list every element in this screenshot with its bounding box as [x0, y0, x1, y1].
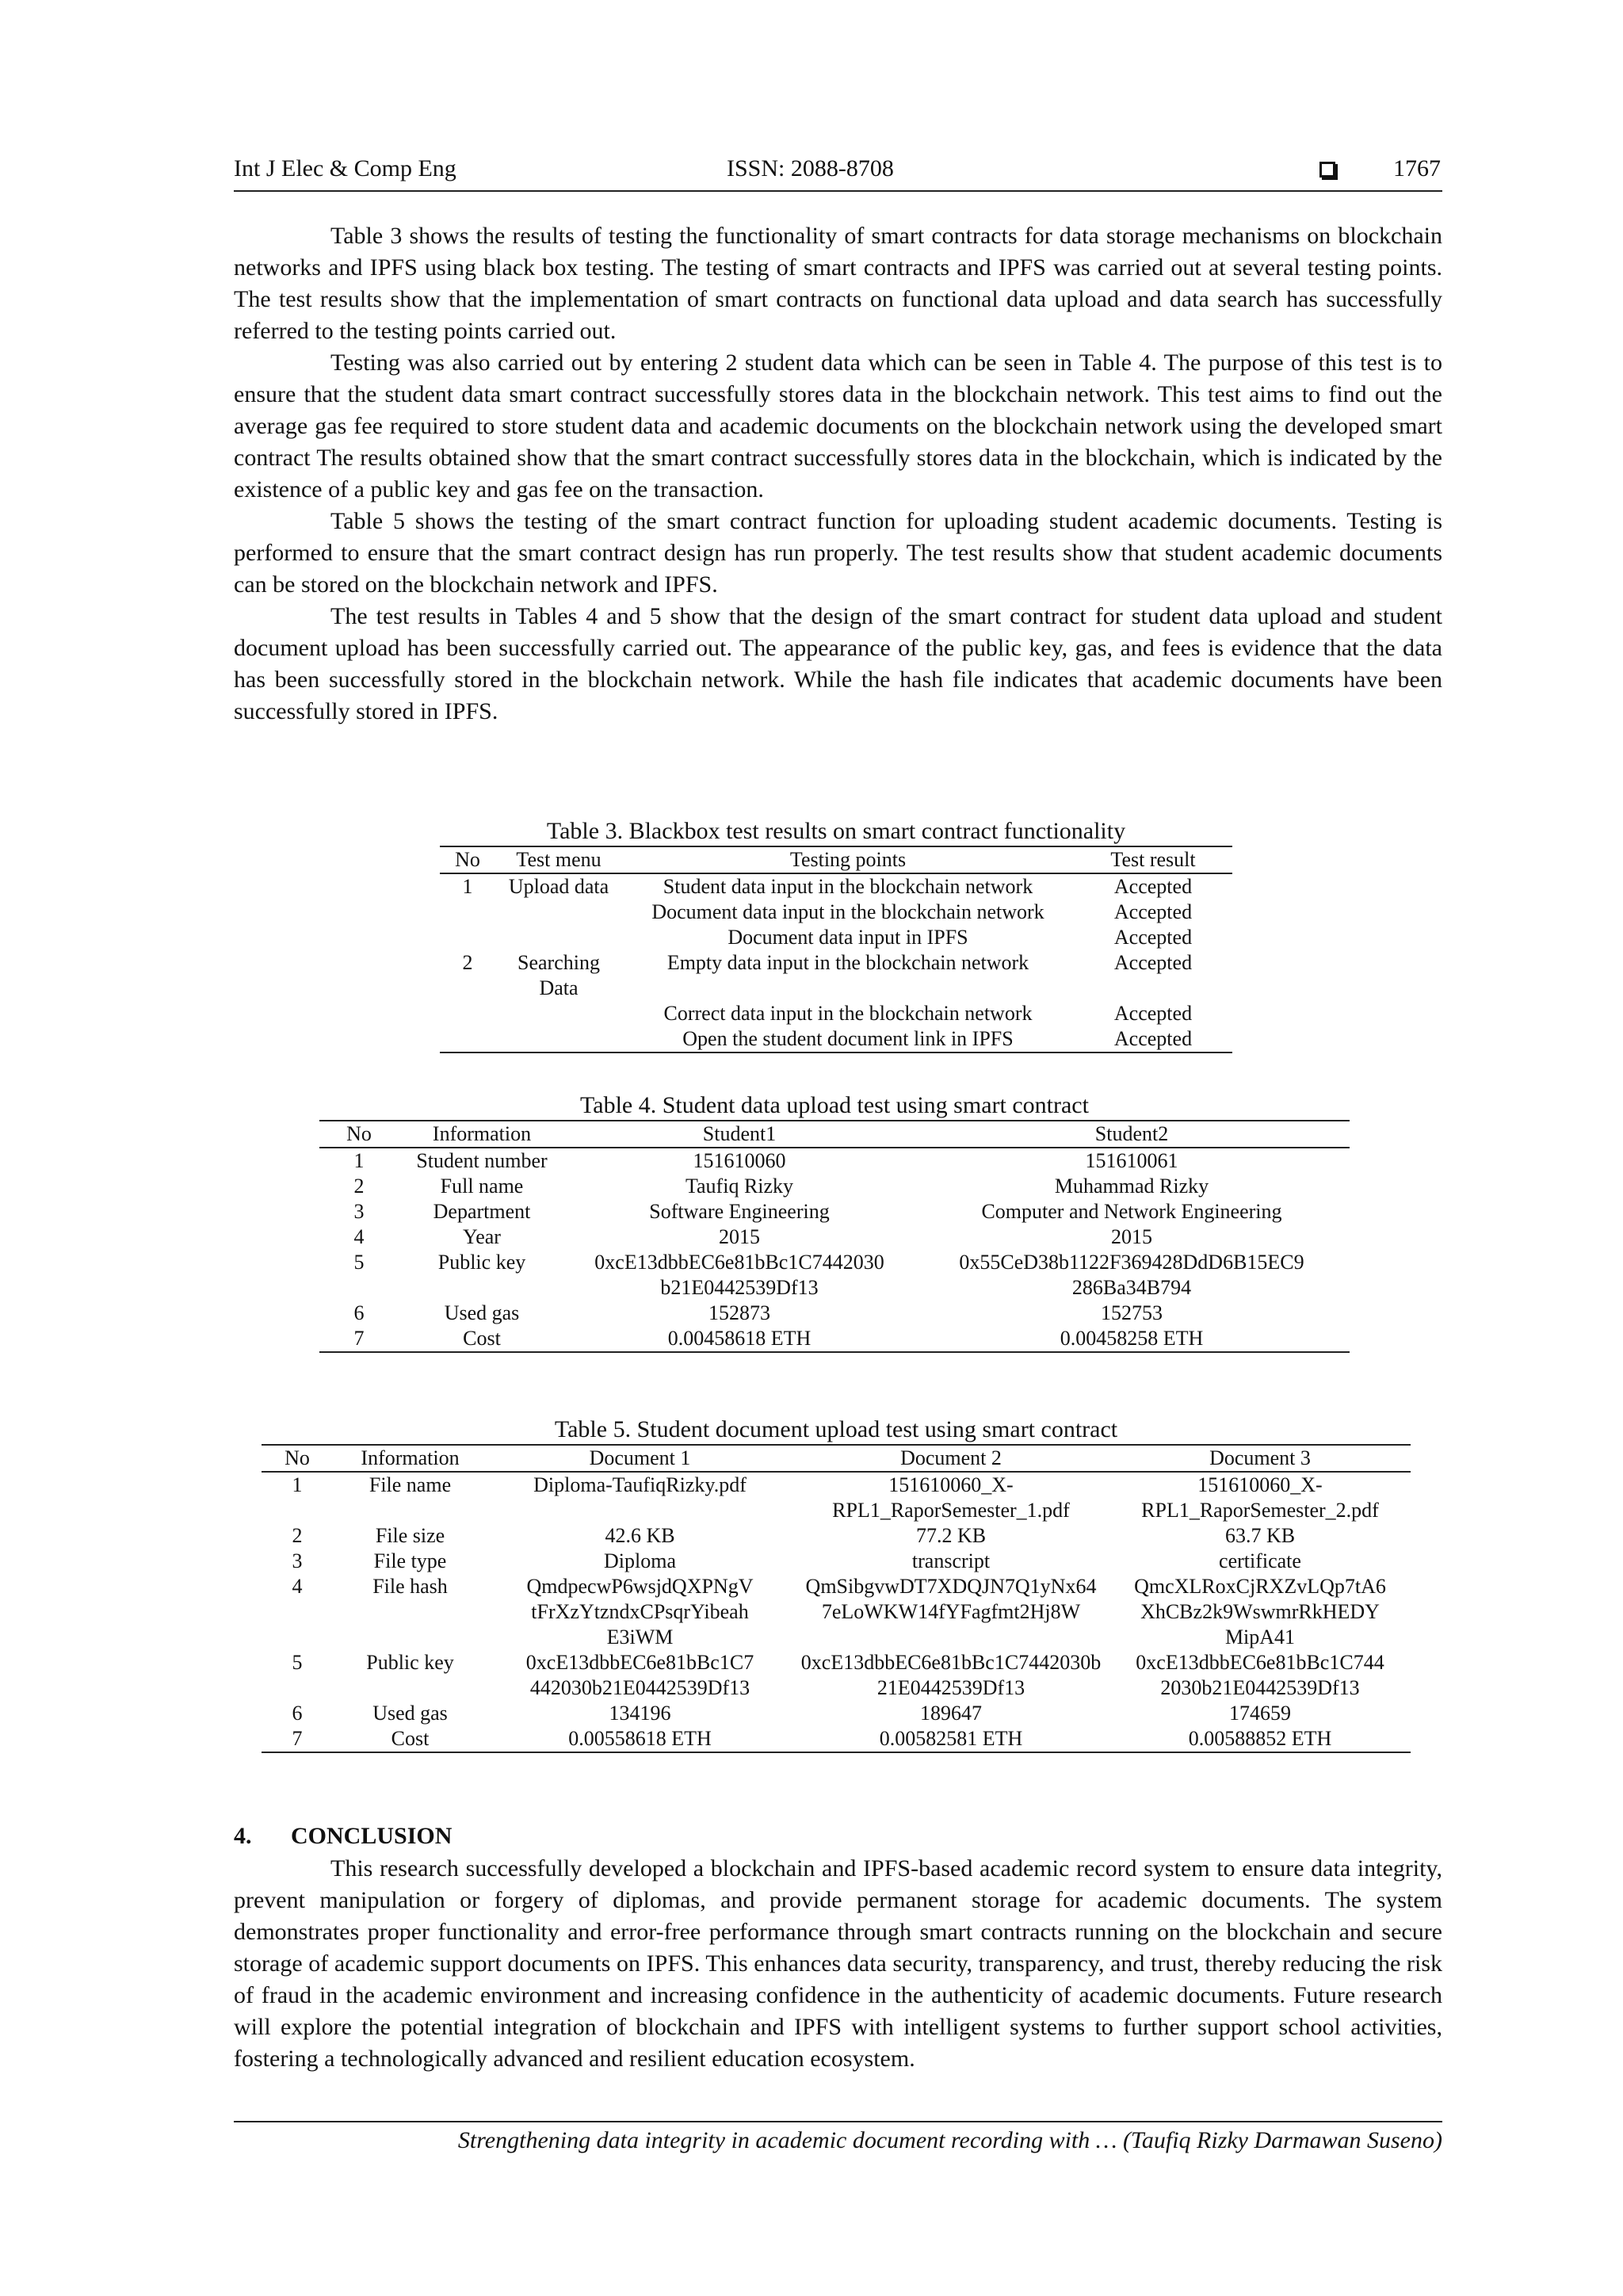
- body-text-conclusion: [234, 1853, 1442, 2075]
- table-row: [440, 1001, 1232, 1026]
- table-5-grid: [262, 1444, 1411, 1753]
- table-cell: 2: [353, 1175, 365, 1198]
- table-cell: 4: [292, 1575, 303, 1598]
- table-caption: Table 4. Student data upload test using smart contract: [580, 1092, 1089, 1118]
- table-cell: Student data input in the blockchain network: [663, 875, 1033, 898]
- table-cell: [495, 1001, 622, 1026]
- table-header-row: [262, 1445, 1411, 1472]
- table-cell: Year: [463, 1225, 501, 1248]
- paragraph: Testing was also carried out by entering 2 student data which can be seen in Table 4. The purpose of this test is to ensure that the student data smart contract successfully stores data in the blockchain network. This test aims to find out the average gas fee required to store student data and academic documents on the blockchain network using the developed smart contract The results obtained show that the smart contract successfully stores data in the blockchain, which is indicated by the existence of a public key and gas fee on the transaction.: [234, 350, 1442, 502]
- section-title: CONCLUSION: [291, 1823, 453, 1849]
- table-cell: QmdpecwP6wsjdQXPNgV tFrXzYtzndxCPsqrYibeah E3iWM: [526, 1575, 754, 1648]
- paragraph: Table 5 shows the testing of the smart contract function for uploading student academic documents. Testing is performed to ensure that the smart contract design has run properly. The test results show that student academic documents can be stored on the blockchain network and IPFS.: [234, 508, 1442, 598]
- table-cell: Accepted: [1113, 951, 1193, 974]
- table-cell: 5: [292, 1651, 303, 1674]
- table-cell: 2015: [1111, 1225, 1152, 1248]
- table-caption: Table 5. Student document upload test using smart contract: [554, 1416, 1118, 1442]
- table-cell: Empty data input in the blockchain network: [666, 951, 1029, 974]
- table-cell: 151610060: [693, 1149, 786, 1172]
- table-row: [319, 1301, 1350, 1326]
- table-row: [262, 1472, 1411, 1523]
- table-cell: 134196: [609, 1702, 671, 1725]
- table-3: [440, 819, 1232, 1053]
- column-header: Document 2: [792, 1445, 1109, 1472]
- table-cell: Correct data input in the blockchain network: [663, 1002, 1033, 1025]
- table-cell: File hash: [372, 1575, 448, 1598]
- table-row: [262, 1574, 1411, 1650]
- table-cell: File name: [369, 1473, 452, 1496]
- section-heading: [234, 1823, 452, 1850]
- table-cell: Diploma: [604, 1549, 676, 1572]
- column-header: Document 3: [1109, 1445, 1411, 1472]
- table-cell: 2015: [719, 1225, 760, 1248]
- table-cell: File size: [375, 1524, 445, 1547]
- column-header: Test menu: [495, 846, 622, 873]
- table-cell: 152873: [708, 1301, 770, 1324]
- table-cell: 189647: [920, 1702, 982, 1725]
- table-cell: Upload data: [508, 875, 609, 898]
- table-row: [319, 1224, 1350, 1250]
- table-cell: Public key: [437, 1251, 526, 1274]
- table-cell: QmSibgvwDT7XDQJN7Q1yNx64 7eLoWKW14fYFagfmt2Hj8W: [805, 1575, 1097, 1623]
- table-cell: certificate: [1219, 1549, 1301, 1572]
- table-cell: 0.00458258 ETH: [914, 1326, 1350, 1352]
- table-cell: Accepted: [1113, 875, 1193, 898]
- table-cell: 42.6 KB: [605, 1524, 675, 1547]
- column-header: Test result: [1074, 846, 1232, 873]
- table-5: [262, 1417, 1411, 1753]
- table-cell: 63.7 KB: [1224, 1524, 1296, 1547]
- table-cell: 1: [292, 1473, 303, 1496]
- table-cell: 174659: [1229, 1702, 1291, 1725]
- table-cell: [495, 925, 622, 950]
- table-cell: Searching Data: [517, 951, 600, 999]
- table-cell: 5: [353, 1251, 365, 1274]
- table-cell: QmcXLRoxCjRXZvLQp7tA6 XhCBz2k9WswmrRkHEDY MipA41: [1134, 1575, 1386, 1648]
- table-cell: 0xcE13dbbEC6e81bBc1C7442030 b21E0442539Df13: [594, 1251, 884, 1299]
- section-number: 4.: [234, 1823, 252, 1849]
- table-4-grid: [319, 1120, 1350, 1353]
- table-row: [319, 1250, 1350, 1301]
- table-cell: [440, 1001, 495, 1026]
- table-cell: [495, 1026, 622, 1052]
- table-cell: 152753: [1101, 1301, 1163, 1324]
- table-cell: 3: [292, 1549, 303, 1572]
- table-row: [262, 1549, 1411, 1574]
- column-header: Information: [333, 1445, 487, 1472]
- table-row: [319, 1326, 1350, 1352]
- column-header: Testing points: [622, 846, 1074, 873]
- column-header: Student1: [565, 1121, 914, 1148]
- table-cell: Computer and Network Engineering: [981, 1200, 1282, 1223]
- table-cell: 0x55CeD38b1122F369428DdD6B15EC9 286Ba34B794: [959, 1251, 1304, 1299]
- table-cell: 0xcE13dbbEC6e81bBc1C744 2030b21E0442539Df13: [1136, 1651, 1384, 1699]
- page-number: 1767: [1393, 155, 1441, 181]
- table-4: [319, 1093, 1350, 1353]
- table-row: [440, 950, 1232, 1001]
- table-cell: Diploma-TaufiqRizky.pdf: [533, 1473, 747, 1496]
- table-cell: 151610060_X- RPL1_RaporSemester_2.pdf: [1141, 1473, 1379, 1522]
- table-row: [319, 1148, 1350, 1174]
- table-cell: Open the student document link in IPFS: [622, 1026, 1074, 1052]
- table-cell: 4: [353, 1225, 365, 1248]
- table-cell: 1: [353, 1149, 365, 1172]
- table-cell: 6: [353, 1301, 365, 1324]
- paragraph: This research successfully developed a blockchain and IPFS-based academic record system to ensure data integrity, prevent manipulation or forgery of diplomas, and provide permanent storage for academic documents. The system demonstrates proper functionality and error-free performance through smart contracts running on the blockchain and secure storage of academic support documents on IPFS. This enhances data security, transparency, and trust, thereby reducing the risk of fraud in the academic environment and increasing confidence in the authenticity of academic documents. Future research will explore the potential integration of blockchain and IPFS with intelligent systems to further support school activities, fostering a technologically advanced and resilient education ecosystem.: [234, 1855, 1442, 2072]
- table-cell: 7: [262, 1726, 333, 1752]
- table-row: [262, 1701, 1411, 1726]
- table-row: [440, 900, 1232, 925]
- journal-name: Int J Elec & Comp Eng: [234, 155, 456, 181]
- running-footer: Strengthening data integrity in academic document recording with … (Taufiq Rizky Darmawan Suseno): [234, 2121, 1442, 2154]
- table-cell: Muhammad Rizky: [1054, 1175, 1209, 1198]
- table-cell: 0xcE13dbbEC6e81bBc1C7 442030b21E0442539Df13: [525, 1651, 754, 1699]
- table-cell: Document data input in the blockchain network: [651, 900, 1044, 923]
- table-cell: [440, 925, 495, 950]
- table-cell: Accepted: [1113, 926, 1193, 949]
- table-cell: [440, 900, 495, 925]
- table-cell: Full name: [440, 1175, 524, 1198]
- running-header: [234, 155, 1442, 192]
- table-row: [262, 1650, 1411, 1701]
- table-row: [319, 1174, 1350, 1199]
- table-cell: Accepted: [1074, 1026, 1232, 1052]
- table-cell: Student number: [416, 1149, 548, 1172]
- table-cell: [495, 900, 622, 925]
- table-cell: 6: [292, 1702, 303, 1725]
- table-cell: 7: [319, 1326, 399, 1352]
- issn: ISSN: 2088-8708: [727, 155, 894, 181]
- paragraph: Table 3 shows the results of testing the functionality of smart contracts for data storage mechanisms on blockchain networks and IPFS using black box testing. The testing of smart contracts and IPFS was carried out at several testing points. The test results show that the implementation of smart contracts on functional data upload and data search has successfully referred to the testing points carried out.: [234, 223, 1442, 344]
- body-text-top: [234, 220, 1442, 728]
- table-row: [319, 1199, 1350, 1224]
- table-row: [440, 873, 1232, 900]
- table-header-row: [319, 1121, 1350, 1148]
- column-header: Document 1: [487, 1445, 792, 1472]
- table-row: [262, 1523, 1411, 1549]
- table-cell: 1: [462, 875, 473, 898]
- table-cell: 0.00458618 ETH: [565, 1326, 914, 1352]
- table-cell: 3: [353, 1200, 365, 1223]
- table-cell: 151610060_X- RPL1_RaporSemester_1.pdf: [832, 1473, 1070, 1522]
- table-cell: Used gas: [444, 1301, 520, 1324]
- table-cell: 2: [462, 951, 473, 974]
- table-cell: Accepted: [1113, 900, 1193, 923]
- table-cell: 0.00558618 ETH: [487, 1726, 792, 1752]
- table-cell: 0.00582581 ETH: [792, 1726, 1109, 1752]
- table-cell: Accepted: [1113, 1002, 1193, 1025]
- table-cell: 77.2 KB: [915, 1524, 987, 1547]
- table-cell: Software Engineering: [649, 1200, 830, 1223]
- table-cell: Document data input in IPFS: [727, 926, 968, 949]
- paragraph: The test results in Tables 4 and 5 show that the design of the smart contract for student data upload and student document upload has been successfully carried out. The appearance of the public key, gas, and fees is evidence that the data has been successfully stored in the blockchain network. While the hash file indicates that academic documents have been successfully stored in IPFS.: [234, 603, 1442, 724]
- table-row: [440, 925, 1232, 950]
- table-caption: Table 3. Blackbox test results on smart contract functionality: [546, 818, 1126, 844]
- table-cell: 0.00588852 ETH: [1109, 1726, 1411, 1752]
- column-header: Information: [399, 1121, 565, 1148]
- table-cell: 2: [292, 1524, 303, 1547]
- table-3-grid: [440, 846, 1232, 1053]
- table-cell: File type: [373, 1549, 447, 1572]
- table-cell: [440, 1026, 495, 1052]
- column-header: No: [440, 846, 495, 873]
- table-cell: Public key: [366, 1651, 454, 1674]
- table-cell: Cost: [399, 1326, 565, 1352]
- column-header: No: [262, 1445, 333, 1472]
- table-cell: 151610061: [1085, 1149, 1178, 1172]
- table-header-row: [440, 846, 1232, 873]
- table-cell: transcript: [911, 1549, 991, 1572]
- column-header: Student2: [914, 1121, 1350, 1148]
- table-cell: Taufiq Rizky: [685, 1175, 794, 1198]
- table-cell: Department: [433, 1200, 531, 1223]
- table-cell: 0xcE13dbbEC6e81bBc1C7442030b 21E0442539Df13: [800, 1651, 1102, 1699]
- table-cell: Cost: [333, 1726, 487, 1752]
- square-bullet-icon: [1319, 162, 1335, 178]
- table-row: [262, 1726, 1411, 1752]
- column-header: No: [319, 1121, 399, 1148]
- table-row: [440, 1026, 1232, 1052]
- table-cell: Used gas: [372, 1702, 448, 1725]
